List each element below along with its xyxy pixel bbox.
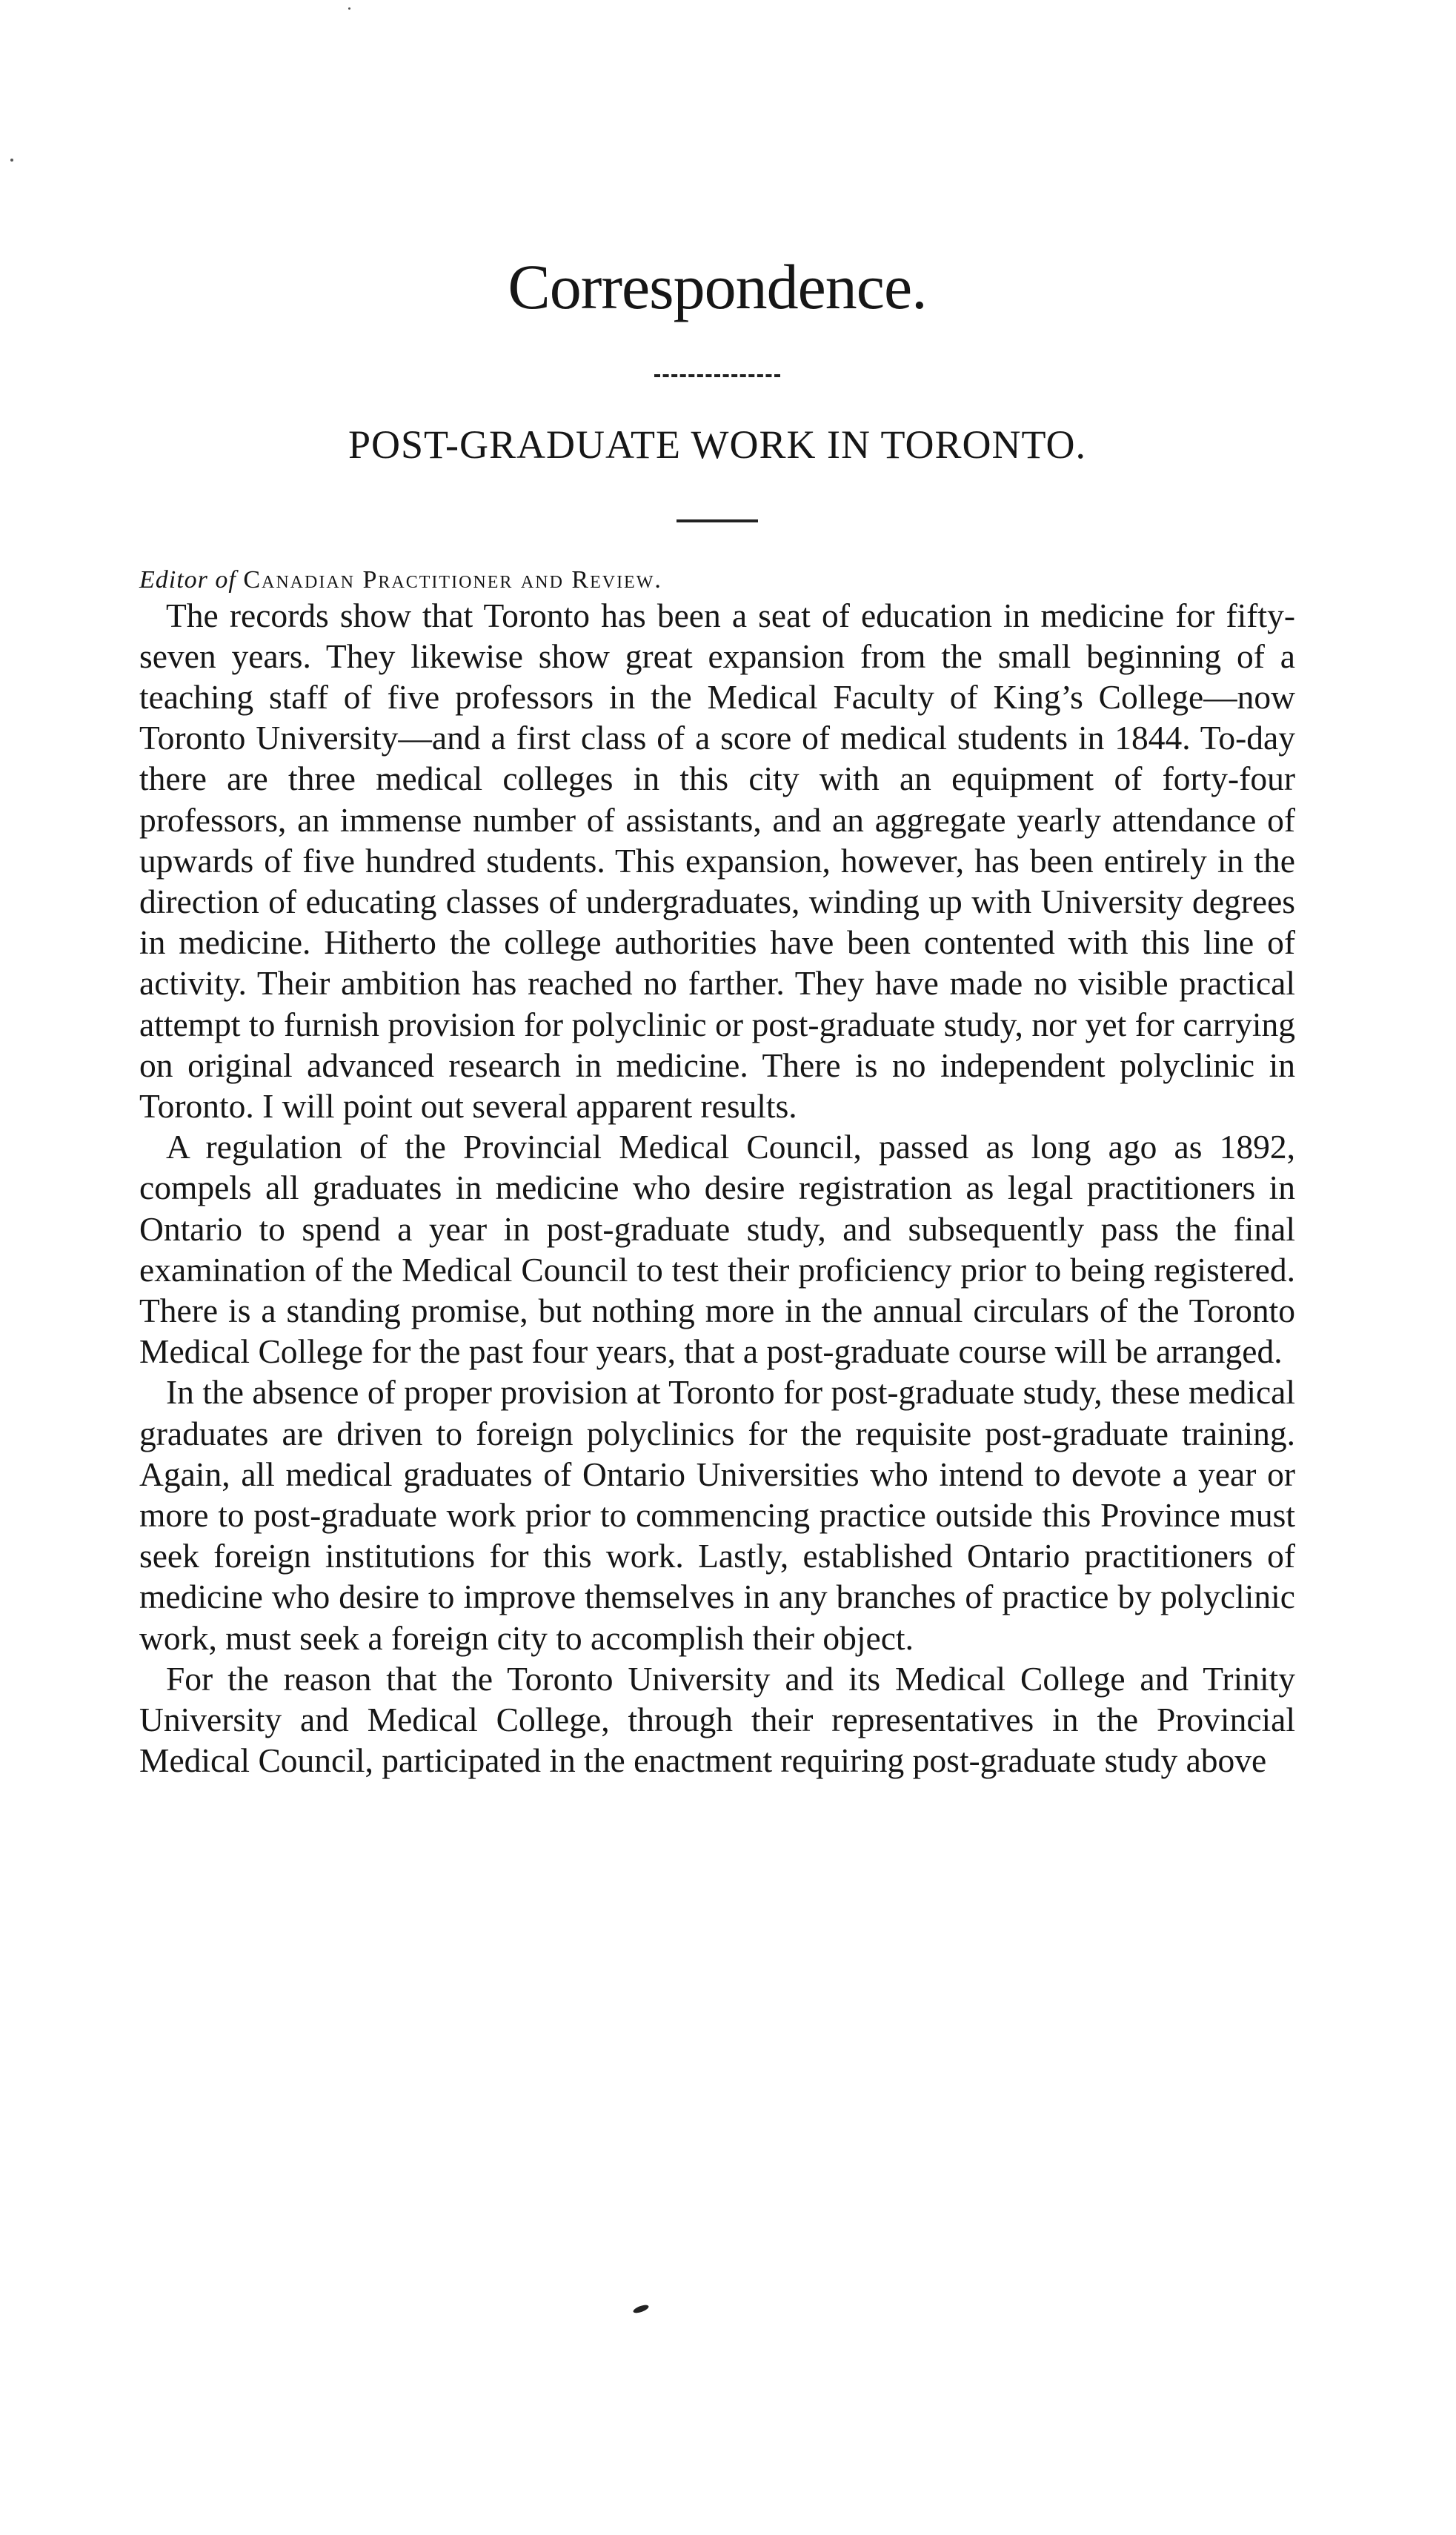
paragraph: In the absence of proper provision at Toronto for post-graduate study, these medical graduates are driven to foreign polyclinics for the requisite post-graduate training. Again, all medical graduates of Ontario Universities who intend to devote a year or more to post-graduate work prior to commencing practice outside this Province must seek foreign institutions for this work. Lastly, established Ontario practitioners of medicine who desire to improve themselves in any branches of practice by polyclinic work, must seek a foreign city to accomplish their object. — [139, 1373, 1295, 1657]
salutation-line — [139, 565, 1295, 595]
solid-divider — [677, 519, 758, 522]
page-mark — [632, 2303, 649, 2314]
article-body — [139, 595, 1295, 1781]
paragraph: A regulation of the Provincial Medical Council, passed as long ago as 1892, compels all graduates in medicine who desire registration as legal practitioners in Ontario to spend a year in post-graduate study, and subsequently pass the final examination of the Medical Council to test their proficiency prior to being registered. There is a standing promise, but nothing more in the annual circulars of the Toronto Medical College for the past four years, that a post-graduate course will be arranged. — [139, 1128, 1295, 1371]
dashed-divider — [654, 374, 780, 377]
paragraph: For the reason that the Toronto University and its Medical College and Trinity University and Medical College, through their representatives in the Provincial Medical Council, participated in the enactment requiring post-graduate study above — [139, 1659, 1295, 1780]
page-content — [139, 252, 1295, 1781]
page-speck — [10, 159, 13, 162]
salutation-italic: Editor of — [139, 565, 236, 594]
paragraph: The records show that Toronto has been a seat of education in medicine for fifty-seven years. They likewise show great expansion from the small beginning of a teaching staff of five professors in the Medical Faculty of King’s College—now Toronto University—and a first class of a score of medical students in 1844. To-day there are three medical colleges in this city with an equipment of forty-four professors, an immense number of assistants, and an aggregate yearly attendance of upwards of five hundred students. This expansion, however, has been entirely in the direction of educating classes of undergraduates, winding up with University degrees in medicine. Hitherto the college authorities have been contented with this line of activity. Their ambition has reached no farther. They have made no visible practical attempt to furnish provision for polyclinic or post-graduate study, nor yet for carrying on original advanced research in medicine. There is no independent polyclinic in Toronto. I will point out several apparent results. — [139, 596, 1295, 1126]
page-speck — [348, 7, 350, 10]
section-heading: Correspondence. — [508, 251, 927, 322]
salutation-smallcaps: Canadian Practitioner and Review. — [243, 565, 662, 594]
article-title: POST-GRADUATE WORK IN TORONTO. — [348, 422, 1087, 467]
